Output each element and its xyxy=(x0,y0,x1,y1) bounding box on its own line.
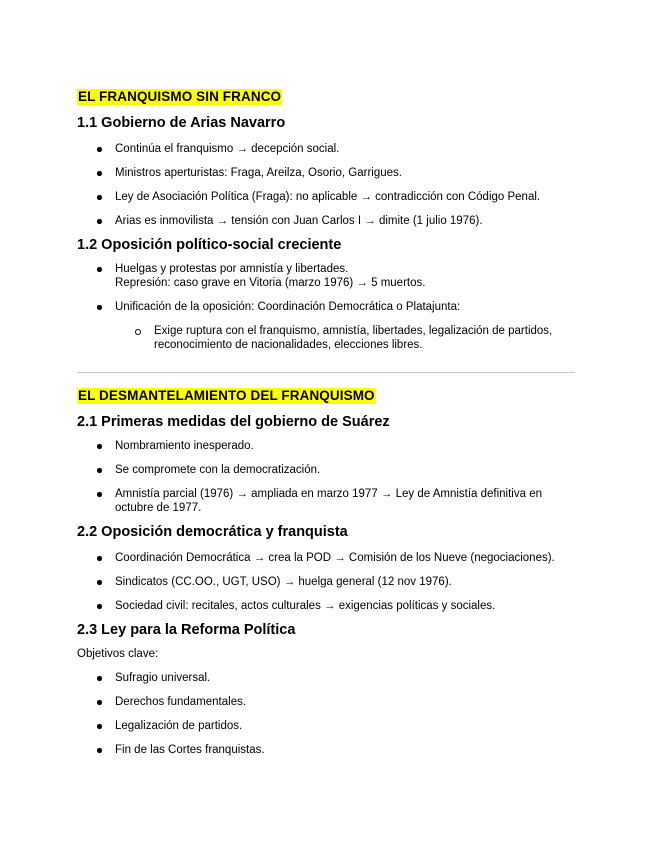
list-item: Sindicatos (CC.OO., UGT, USO) → huelga general (12 nov 1976). xyxy=(77,575,577,589)
list-item: Ley de Asociación Política (Fraga): no aplicable → contradicción con Código Penal. xyxy=(77,190,577,204)
list-item xyxy=(77,487,577,515)
heading-2-1: 2.1 Primeras medidas del gobierno de Suárez xyxy=(77,414,390,430)
heading-2-2: 2.2 Oposición democrática y franquista xyxy=(77,524,348,540)
list-item: Ministros aperturistas: Fraga, Areilza, Osorio, Garrigues. xyxy=(77,166,577,180)
section2-title-row xyxy=(77,387,577,403)
section-divider xyxy=(77,372,575,373)
list-item: Coordinación Democrática → crea la POD → Comisión de los Nueve (negociaciones). xyxy=(77,551,577,565)
list-1-2 xyxy=(77,262,577,314)
list-item: Arias es inmovilista → tensión con Juan Carlos I → dimite (1 julio 1976). xyxy=(77,214,577,228)
list-item: Unificación de la oposición: Coordinación Democrática o Platajunta: xyxy=(77,300,577,314)
list-item: Nombramiento inesperado. xyxy=(77,439,577,453)
list-2-3 xyxy=(77,671,577,757)
objectives-intro: Objetivos clave: xyxy=(77,648,159,660)
sublist-item-line: Exige ruptura con el franquismo, amnistía, libertades, legalización de partidos, xyxy=(154,325,553,337)
list-item-line: Amnistía parcial (1976) → ampliada en marzo 1977 → Ley de Amnistía definitiva en xyxy=(115,488,542,500)
list-2-1 xyxy=(77,439,577,515)
section1-title-row xyxy=(77,88,577,104)
list-2-2 xyxy=(77,551,577,613)
list-item: Se compromete con la democratización. xyxy=(77,463,577,477)
section-title-franquismo-sin-franco: EL FRANQUISMO SIN FRANCO xyxy=(78,89,282,104)
list-item: Derechos fundamentales. xyxy=(77,695,577,709)
list-item xyxy=(77,262,577,290)
heading-1-2: 1.2 Oposición político-social creciente xyxy=(77,237,342,253)
list-item: Sufragio universal. xyxy=(77,671,577,685)
document-page xyxy=(77,88,577,757)
sublist-item xyxy=(77,324,577,352)
list-item: Fin de las Cortes franquistas. xyxy=(77,743,577,757)
list-item-line: octubre de 1977. xyxy=(115,502,202,514)
section-title-desmantelamiento: EL DESMANTELAMIENTO DEL FRANQUISMO xyxy=(78,388,375,403)
list-item-line: Huelgas y protestas por amnistía y libertades. xyxy=(115,263,349,275)
list-item: Continúa el franquismo → decepción social. xyxy=(77,142,577,156)
sublist-item-line: reconocimiento de nacionalidades, elecciones libres. xyxy=(154,339,423,351)
list-1-1 xyxy=(77,142,577,228)
heading-2-3: 2.3 Ley para la Reforma Política xyxy=(77,622,296,638)
heading-1-1: 1.1 Gobierno de Arias Navarro xyxy=(77,115,286,131)
list-item: Sociedad civil: recitales, actos culturales → exigencias políticas y sociales. xyxy=(77,599,577,613)
list-item-line: Represión: caso grave en Vitoria (marzo 1976) → 5 muertos. xyxy=(115,277,426,289)
list-item: Legalización de partidos. xyxy=(77,719,577,733)
sublist-1-2 xyxy=(77,324,577,352)
